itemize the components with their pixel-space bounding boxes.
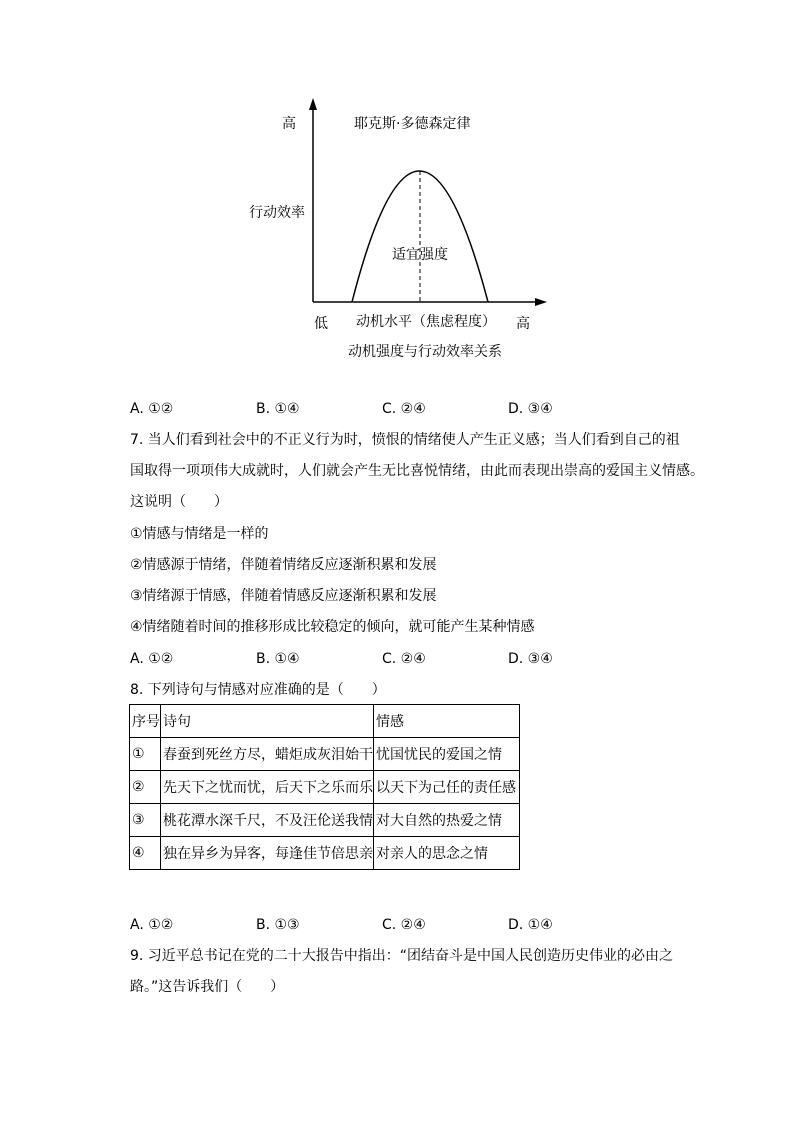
q7-stem-line3: 这说明（ ） (130, 494, 228, 510)
q9-stem-line2: 路。”这告诉我们（ ） (130, 979, 285, 995)
table-cell: 独在异乡为异客，每逢佳节倍思亲 (161, 837, 374, 870)
q7-item-1: ①情感与情绪是一样的 (130, 526, 269, 542)
table-cell: 春蚕到死丝方尽，蜡炬成灰泪始干 (161, 738, 374, 771)
x-axis-arrow (535, 298, 547, 306)
q7-stem-line2: 国取得一项项伟大成就时，人们就会产生无比喜悦情绪，由此而表现出崇高的爱国主义情感。 (130, 463, 704, 479)
q7-option-b: B. ①④ (256, 651, 300, 667)
q8-option-a: A. ①② (130, 917, 174, 933)
peak-label: 适宜强度 (392, 247, 448, 263)
table-cell: ④ (130, 837, 161, 870)
table-header-cell: 序号 (130, 705, 161, 738)
q7-item-4: ④情绪随着时间的推移形成比较稳定的倾向，就可能产生某种情感 (130, 619, 535, 635)
table-row (130, 837, 520, 870)
table-cell: ③ (130, 804, 161, 837)
table-cell: 桃花潭水深千尺，不及汪伦送我情 (161, 804, 374, 837)
q6-option-c: C. ②④ (382, 401, 426, 417)
q7-option-c: C. ②④ (382, 651, 426, 667)
table-cell: 对亲人的思念之情 (374, 837, 520, 870)
x-axis-high-label: 高 (516, 316, 530, 332)
table-cell: 忧国忧民的爱国之情 (374, 738, 520, 771)
table-header-cell: 诗句 (161, 705, 374, 738)
table-row (130, 804, 520, 837)
q7-stem-line1: 7. 当人们看到社会中的不正义行为时，愤恨的情绪使人产生正义感；当人们看到自己的祖 (130, 432, 680, 448)
origin-low-label: 低 (314, 316, 328, 332)
q8-option-c: C. ②④ (382, 917, 426, 933)
q6-option-d: D. ③④ (508, 401, 553, 417)
q8-option-d: D. ①④ (508, 917, 553, 933)
y-axis-arrow (309, 98, 317, 110)
q8-table (129, 704, 520, 870)
table-cell: 对大自然的热爱之情 (374, 804, 520, 837)
y-axis-label: 行动效率 (249, 205, 305, 221)
q8-option-b: B. ①③ (256, 917, 300, 933)
table-cell: 以天下为己任的责任感 (374, 771, 520, 804)
figure-title: 耶克斯·多德森定律 (354, 116, 471, 132)
q7-item-3: ③情绪源于情感，伴随着情感反应逐渐积累和发展 (130, 588, 437, 604)
x-axis-label: 动机水平（焦虑程度） (356, 314, 496, 330)
q6-option-b: B. ①④ (256, 401, 300, 417)
q6-option-a: A. ①② (130, 401, 174, 417)
q7-option-d: D. ③④ (508, 651, 553, 667)
table-cell: ② (130, 771, 161, 804)
q7-option-a: A. ①② (130, 651, 174, 667)
table-row (130, 738, 520, 771)
table-cell: 先天下之忧而忧，后天下之乐而乐 (161, 771, 374, 804)
table-cell: ① (130, 738, 161, 771)
q8-stem: 8. 下列诗句与情感对应准确的是（ ） (130, 682, 386, 698)
y-axis-high-label: 高 (282, 116, 296, 132)
table-row (130, 771, 520, 804)
table-header-cell: 情感 (374, 705, 520, 738)
figure-caption: 动机强度与行动效率关系 (348, 344, 502, 360)
table-header-row (130, 705, 520, 738)
q7-item-2: ②情感源于情绪，伴随着情绪反应逐渐积累和发展 (130, 557, 437, 573)
q9-stem-line1: 9. 习近平总书记在党的二十大报告中指出：“团结奋斗是中国人民创造历史伟业的必由之 (130, 948, 674, 964)
